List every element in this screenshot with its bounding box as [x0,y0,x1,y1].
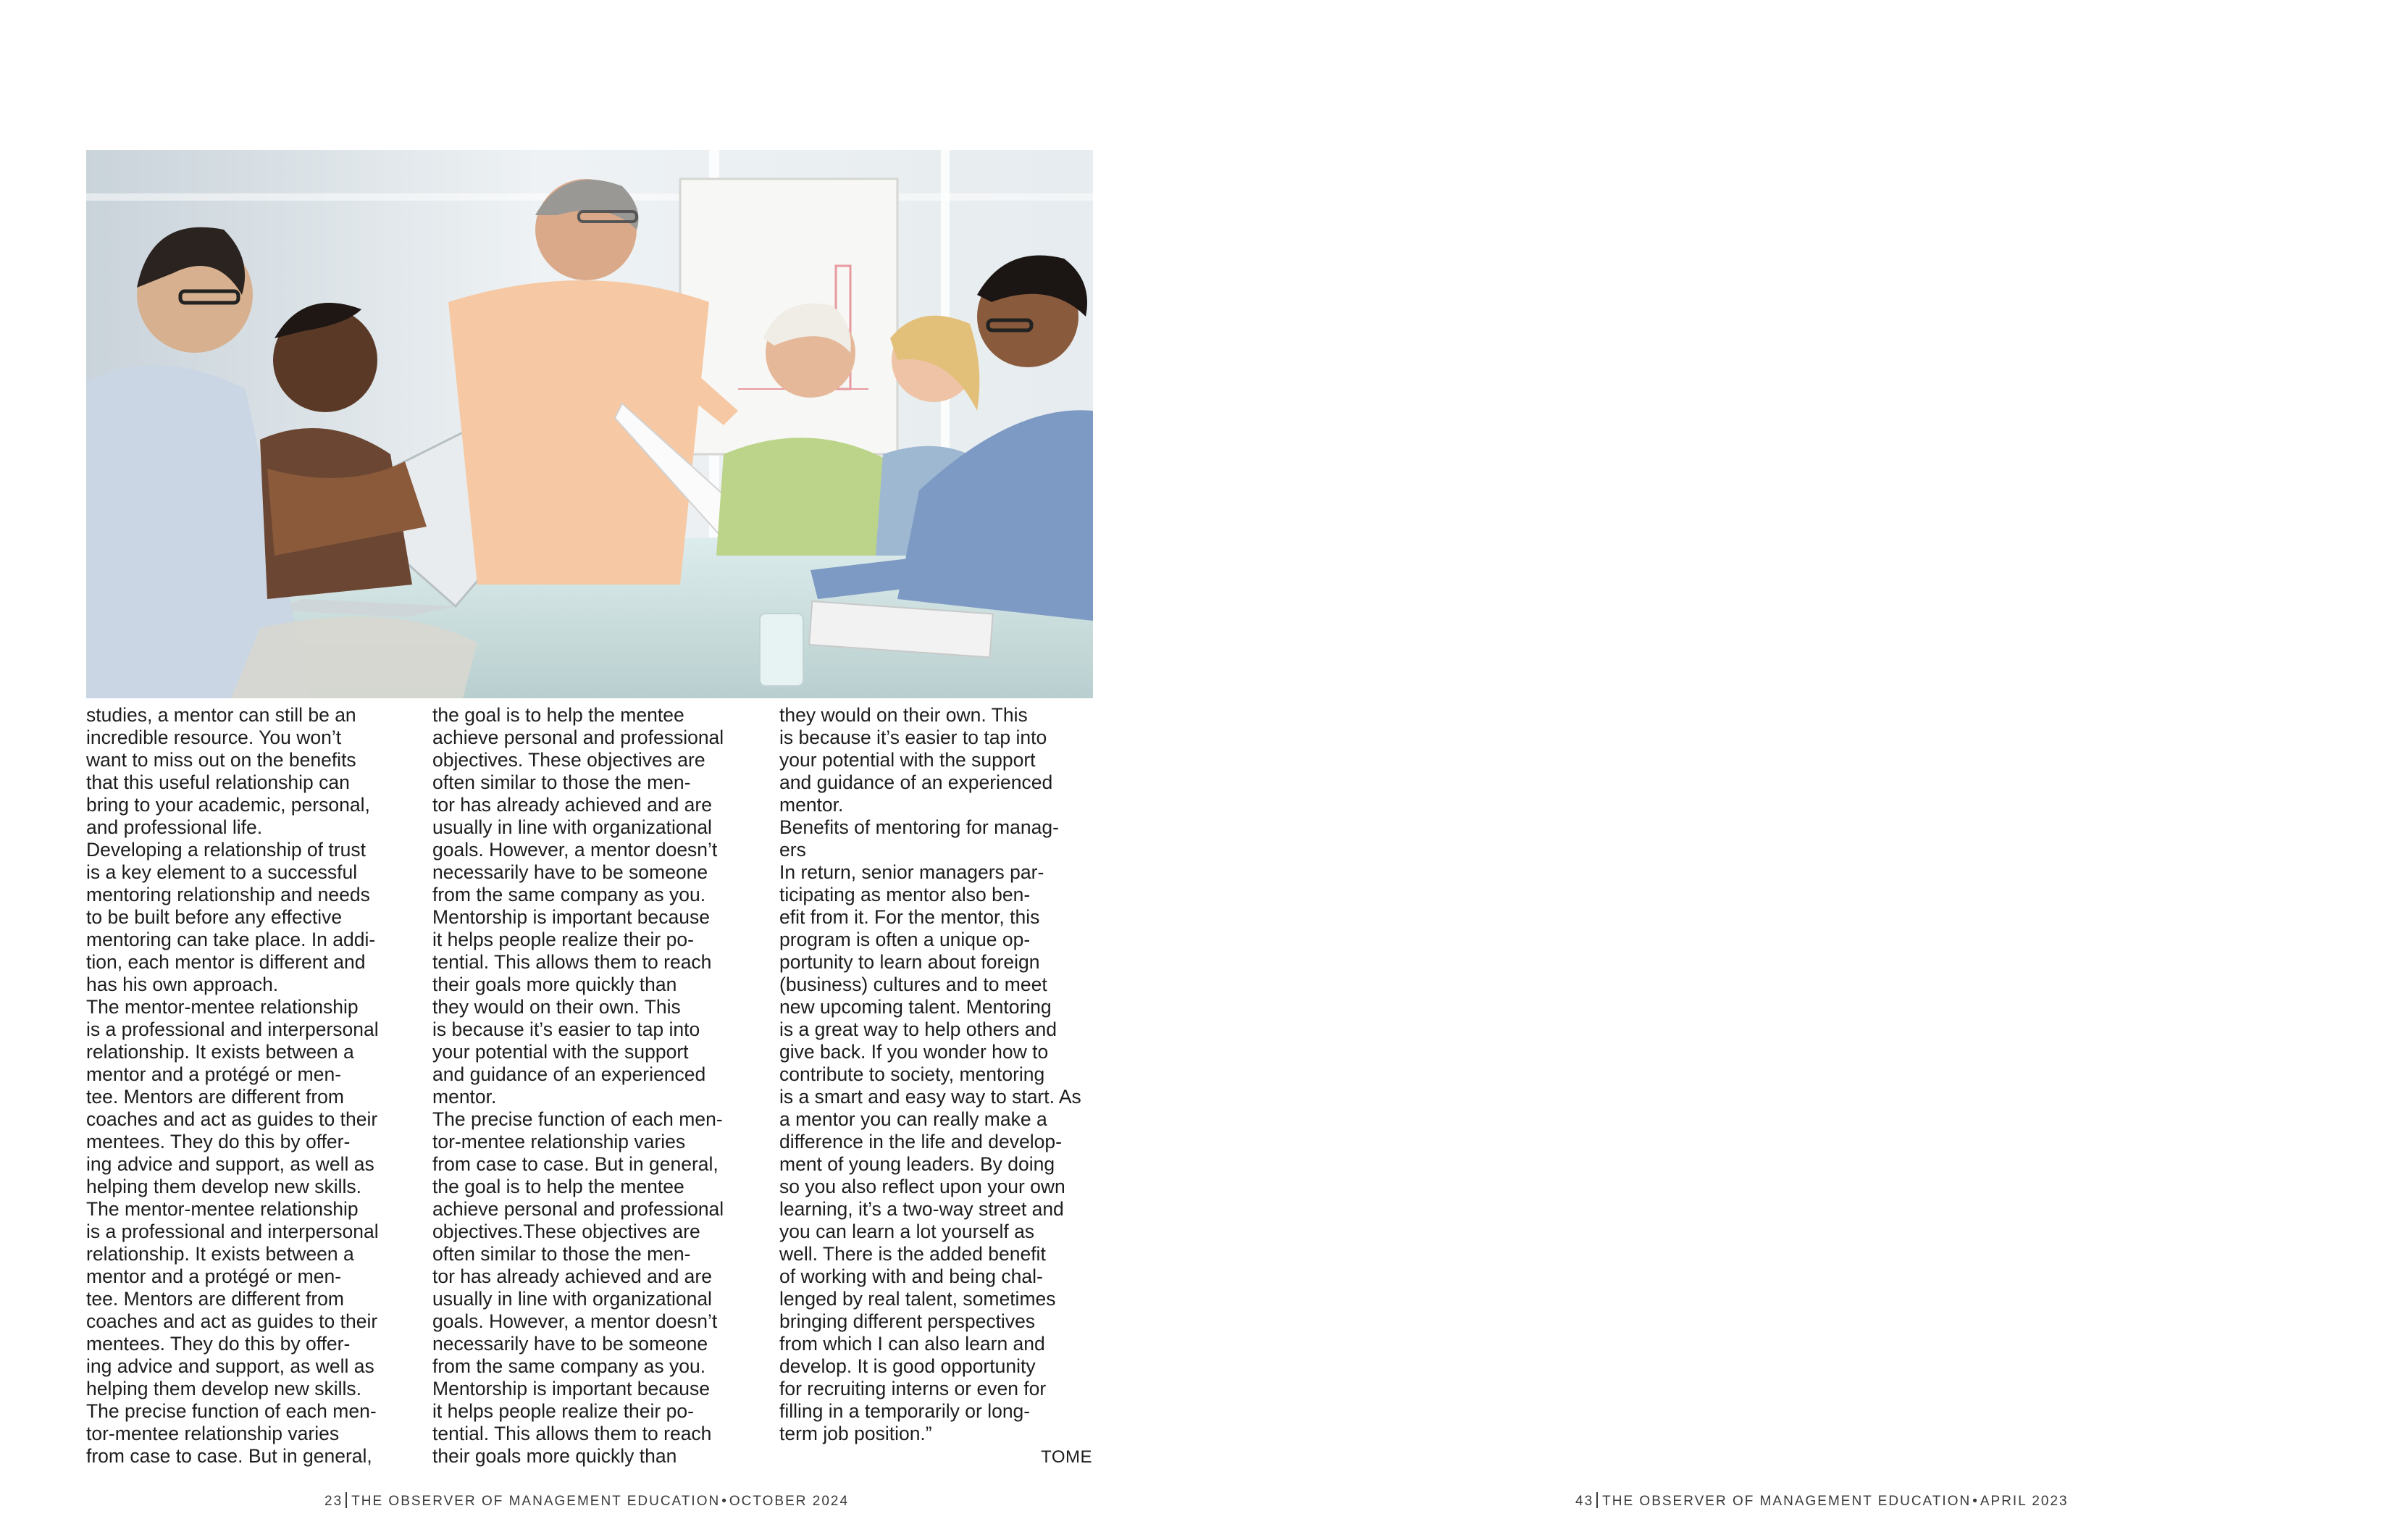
body-line: tor-mentee relationship varies [432,1131,686,1152]
body-line: it helps people realize their po- [432,929,694,950]
body-line: give back. If you wonder how to [779,1041,1049,1063]
body-line: from the same company as you. [432,1355,706,1377]
body-line: mentor. [779,794,844,816]
body-line: tential. This allows them to reach [432,951,712,973]
body-line: program is often a unique op- [779,929,1031,950]
body-line: difference in the life and develop- [779,1131,1062,1152]
body-line: usually in line with organizational [432,816,712,838]
body-line: so you also reflect upon your own [779,1176,1065,1197]
body-line: goals. However, a mentor doesn’t [432,839,718,861]
body-line: want to miss out on the benefits [86,749,356,771]
body-line: mentor. [432,1086,497,1108]
body-line: and guidance of an experienced [779,771,1053,793]
body-line: relationship. It exists between a [86,1243,354,1265]
body-line: necessarily have to be someone [432,1333,708,1355]
body-line: your potential with the support [432,1041,689,1063]
body-line: mentees. They do this by offer- [86,1131,351,1152]
body-line: you can learn a lot yourself as [779,1221,1035,1242]
body-line: they would on their own. This [779,704,1028,726]
meeting-photo [86,150,1093,698]
issue-date: OCTOBER 2024 [729,1494,850,1509]
body-line: the goal is to help the mentee [432,1176,684,1197]
body-line: from the same company as you. [432,884,706,905]
body-line: mentoring can take place. In addi- [86,929,376,950]
body-line: The precise function of each men- [86,1400,377,1422]
meeting-photo-icon [86,150,1093,698]
body-line: lenged by real talent, sometimes [779,1288,1056,1310]
body-line: is because it’s easier to tap into [779,727,1047,748]
publication-name: THE OBSERVER OF MANAGEMENT EDUCATION [1602,1494,1972,1509]
folio-divider [345,1492,347,1508]
body-line: their goals more quickly than [432,974,677,995]
body-line: well. There is the added benefit [779,1243,1046,1265]
body-line: The precise function of each men- [432,1108,723,1130]
body-line: tee. Mentors are different from [86,1086,344,1108]
body-line: bring to your academic, personal, [86,794,370,816]
body-line: from case to case. But in general, [86,1445,372,1467]
body-line: coaches and act as guides to their [86,1310,378,1332]
body-line: develop. It is good opportunity [779,1355,1036,1377]
body-line: tor-mentee relationship varies [86,1423,340,1444]
body-line: efit from it. For the mentor, this [779,906,1040,928]
body-line: bringing different perspectives [779,1310,1036,1332]
article-column-1 [86,704,423,1468]
body-line: is a professional and interpersonal [86,1018,379,1040]
body-line: ing advice and support, as well as [86,1355,374,1377]
body-line: new upcoming talent. Mentoring [779,996,1052,1018]
body-line: ing advice and support, as well as [86,1153,374,1175]
body-line: incredible resource. You won’t [86,727,342,748]
body-line: helping them develop new skills. [86,1176,362,1197]
body-line: filling in a temporarily or long- [779,1400,1031,1422]
body-line: is because it’s easier to tap into [432,1018,700,1040]
body-line: is a great way to help others and [779,1018,1057,1040]
body-line: tee. Mentors are different from [86,1288,344,1310]
body-line: mentees. They do this by offer- [86,1333,351,1355]
body-line: necessarily have to be someone [432,861,708,883]
body-line: and guidance of an experienced [432,1063,706,1085]
body-line: is a key element to a successful [86,861,358,883]
bullet-icon: • [721,1494,728,1509]
body-line: often similar to those the men- [432,1243,691,1265]
body-line: your potential with the support [779,749,1036,771]
issue-date: APRIL 2023 [1980,1494,2069,1509]
article-column-2 [432,704,769,1468]
body-line: coaches and act as guides to their [86,1108,378,1130]
body-line: Mentorship is important because [432,1378,710,1399]
body-line: term job position.” [779,1423,932,1444]
body-line: objectives. These objectives are [432,749,705,771]
section-heading: ers [779,839,806,861]
body-line: tor has already achieved and are [432,794,712,816]
body-line: to be built before any effective [86,906,343,928]
body-line: Developing a relationship of trust [86,839,366,861]
folio-left [324,1492,849,1510]
body-line: In return, senior managers par- [779,861,1044,883]
page-number: 43 [1575,1494,1594,1509]
body-line: tion, each mentor is different and [86,951,366,973]
body-line: The mentor-mentee relationship [86,996,359,1018]
body-line: the goal is to help the mentee [432,704,684,726]
body-line: from case to case. But in general, [432,1153,719,1175]
body-line: objectives.These objectives are [432,1221,700,1242]
body-line: learning, it’s a two-way street and [779,1198,1064,1220]
body-line: achieve personal and professional [432,727,724,748]
body-line: Mentorship is important because [432,906,710,928]
body-line: goals. However, a mentor doesn’t [432,1310,718,1332]
body-line: (business) cultures and to meet [779,974,1047,995]
body-line: and professional life. [86,816,263,838]
body-line: mentoring relationship and needs [86,884,370,905]
body-line: contribute to society, mentoring [779,1063,1045,1085]
body-line: often similar to those the men- [432,771,691,793]
body-line: a mentor you can really make a [779,1108,1047,1130]
bullet-icon: • [1972,1494,1979,1509]
body-line: studies, a mentor can still be an [86,704,356,726]
body-line: has his own approach. [86,974,279,995]
body-line: tential. This allows them to reach [432,1423,712,1444]
article-column-3 [779,704,1116,1445]
body-line: helping them develop new skills. [86,1378,362,1399]
body-line: is a smart and easy way to start. As [779,1086,1081,1108]
publication-name: THE OBSERVER OF MANAGEMENT EDUCATION [351,1494,721,1509]
folio-right [1575,1492,2069,1510]
body-line: from which I can also learn and [779,1333,1045,1355]
body-line: portunity to learn about foreign [779,951,1040,973]
body-line: The mentor-mentee relationship [86,1198,359,1220]
body-line: mentor and a protégé or men- [86,1265,342,1287]
body-line: it helps people realize their po- [432,1400,694,1422]
page-number: 23 [324,1494,343,1509]
body-line: mentor and a protégé or men- [86,1063,342,1085]
body-line: achieve personal and professional [432,1198,724,1220]
body-line: ment of young leaders. By doing [779,1153,1055,1175]
body-line: ticipating as mentor also ben- [779,884,1031,905]
body-line: relationship. It exists between a [86,1041,354,1063]
body-line: of working with and being chal- [779,1265,1043,1287]
author-byline: TOME [1041,1447,1092,1467]
section-heading: Benefits of mentoring for manag- [779,816,1059,838]
body-line: they would on their own. This [432,996,681,1018]
body-line: usually in line with organizational [432,1288,712,1310]
body-line: tor has already achieved and are [432,1265,712,1287]
body-line: is a professional and interpersonal [86,1221,379,1242]
body-line: that this useful relationship can [86,771,350,793]
folio-divider [1596,1492,1598,1508]
body-line: for recruiting interns or even for [779,1378,1047,1399]
body-line: their goals more quickly than [432,1445,677,1467]
